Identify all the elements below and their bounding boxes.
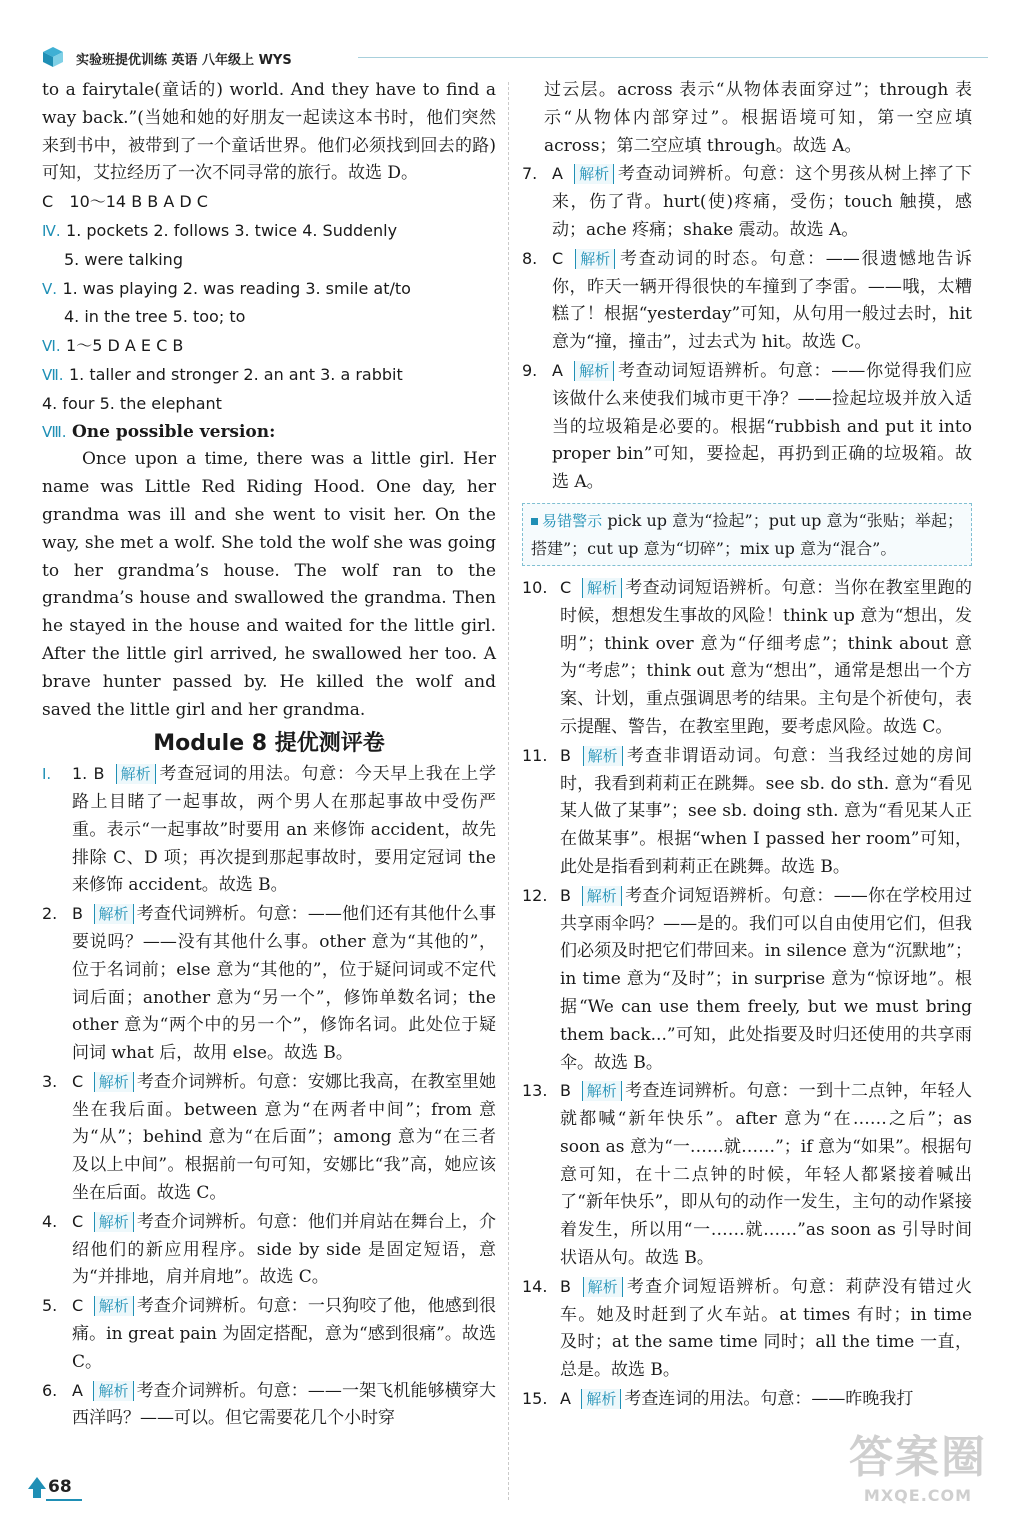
item-explanation: 考查介词辨析。句意：安娜比我高，在教室里她坐在我后面。between 意为“在两者中间”；from 意为“从”；behind 意为“在后面”；among 意为“在三者及以上中间”。根据前一句可知，安娜比“我”高，她应该坐在后面。故选 C。	[72, 1071, 496, 1204]
item-explanation: 考查连词辨析。句意：一到十二点钟，年轻人就都喊“新年快乐”。after 意为“在……之后”；as soon as 意为“一……就……”；if 意为“如果”。根据句意可知，在十二点钟的时候，年轻人都紧接着喊出了“新年快乐”，即从句的动作一发生，主句的动作紧接着发生，所以用“一……就……”as soon as 引导时间状语从句。故选 B。	[560, 1081, 972, 1269]
item-explanation: 考查代词辨析。句意：——他们还有其他什么事要说吗？——没有其他什么事。other 意为“其他的”，位于名词前；else 意为“其他的”，位于疑问词或不定代词后面；another 意为“另一个”，修饰单数名词；the other 意为“两个中的另一个”，修饰名词。此处位于疑问词 what 后，故用 else。故选 B。	[72, 904, 497, 1064]
item-number: 1.	[72, 764, 88, 784]
watermark	[838, 1430, 998, 1530]
answer-item	[42, 900, 496, 1068]
section-vii-answers-1: 1. taller and stronger 2. an ant 3. a rabbit	[68, 364, 403, 384]
analysis-tag: 解析	[93, 1381, 133, 1401]
item-number: 7.	[522, 164, 538, 184]
page-number	[28, 1475, 84, 1501]
item-answer: C	[552, 248, 564, 268]
answer-item	[42, 1377, 496, 1434]
module-title: Module 8 提优测评卷	[153, 731, 385, 757]
analysis-tag: 解析	[575, 249, 615, 269]
right-column	[522, 77, 972, 1414]
continued-explanation: to a fairytale(童话的) world. And they have to find a way back.”(当她和她的好朋友一起读这本书时，他们突然来到书中，被带到了一个童话世界。他们必须找到回去的路)可知，艾拉经历了一次不同寻常的旅行。故选 D。	[42, 80, 496, 184]
section-v-label: Ⅴ.	[42, 279, 58, 298]
answer-item	[522, 574, 972, 742]
answer-item	[42, 1068, 496, 1208]
section-i-label: Ⅰ.	[42, 765, 52, 784]
book-title: 实验班提优训练 英语 八年级上 WYS	[76, 53, 292, 68]
section-iv-label: Ⅳ.	[42, 221, 61, 240]
section-vii-answers-2: 4. four 5. the elephant	[42, 393, 222, 413]
answer-item	[522, 160, 972, 244]
section-vi-label: Ⅵ.	[42, 337, 61, 356]
answer-item	[522, 1077, 972, 1273]
answer-line-iv-2	[42, 246, 496, 275]
header-rule	[358, 57, 988, 58]
answer-line-vii	[42, 361, 496, 390]
continued-explanation: 过云层。across 表示“从物体表面穿过”；through 表示“从物体内部穿过”。根据语境可知，第一空应填 across；第二空应填 through。故选 A。	[544, 80, 972, 156]
warning-bullet-icon	[531, 518, 538, 525]
warning-title: 易错警示	[542, 511, 603, 530]
analysis-tag: 解析	[94, 1072, 134, 1092]
item-explanation: 考查动词的时态。句意：——很遗憾地告诉你，昨天一辆开得很快的车撞到了李雷。——哦，太糟糕了！根据“yesterday”可知，从句用一般过去时，hit 意为“撞，撞击”，过去式为 hit。故选 C。	[552, 248, 973, 353]
analysis-tag: 解析	[574, 361, 614, 381]
answer-line-iv	[42, 217, 496, 246]
warning-text: pick up 意为“捡起”；put up 意为“张贴；举起；搭建”；cut up 意为“切碎”；mix up 意为“混合”。	[531, 510, 963, 558]
item-explanation: 考查连词的用法。句意：——昨晚我打	[624, 1389, 914, 1410]
analysis-tag: 解析	[94, 1296, 134, 1316]
answer-line-vii-2	[42, 390, 496, 419]
page-number-text: 68	[48, 1477, 72, 1497]
item-answer: B	[72, 904, 83, 924]
item-number: 12.	[522, 885, 548, 905]
answer-item	[522, 1385, 972, 1414]
item-answer: C	[72, 1071, 84, 1091]
item-answer: C	[72, 1296, 84, 1316]
answer-item	[522, 742, 972, 882]
item-explanation: 考查动词短语辨析。句意：当你在教室里跑的时候，想想发生事故的风险！think up 意为“想出，发明”；think over 意为“仔细考虑”；think about 意为“考虑”；think out 意为“想出”，通常是想出一个方案、计划，重点强调思考的结果。主句是个祈使句，表示提醒、警告，在教室里跑，要考虑风险。故选 C。	[560, 577, 973, 737]
answer-item	[42, 1208, 496, 1292]
answer-item	[522, 1273, 972, 1385]
answer-line-v-2	[42, 303, 496, 332]
analysis-tag: 解析	[116, 764, 156, 784]
section-v-answers-2: 4. in the tree 5. too; to	[64, 307, 246, 327]
item-answer: A	[72, 1380, 83, 1400]
analysis-tag: 解析	[582, 1081, 622, 1101]
section-c-label: C	[42, 192, 54, 212]
watermark-logo-text: 答案圈	[849, 1432, 987, 1483]
answer-line-c	[42, 188, 496, 217]
section-c-answers: 10～14 B B A D C	[69, 192, 208, 212]
analysis-tag: 解析	[583, 1277, 623, 1297]
analysis-tag: 解析	[582, 578, 622, 598]
item-number: 2.	[42, 904, 58, 924]
sample-essay: Once upon a time, there was a little girl. Her name was Little Red Riding Hood. One day, her grandma was ill and she went to visit her. On the way, she met a wolf. She told the wolf she was going to her grandma’s house. The wolf ran to the grandma’s house and swallowed the grandma. Then he stayed in the house and waited for the little girl. After the little girl arrived, he swallowed her too. A brave hunter passed by. He killed the wolf and saved the little girl and her grandma.	[42, 449, 496, 720]
page-header	[28, 40, 994, 74]
item-answer: B	[560, 745, 571, 765]
item-explanation: 考查介词短语辨析。句意：莉萨没有错过火车。她及时赶到了火车站。at times 有时；in time 及时；at the same time 同时；all the time 一直，总是。故选 B。	[560, 1276, 973, 1381]
item-number: 14.	[522, 1276, 548, 1296]
item-answer: C	[560, 577, 572, 597]
item-number: 4.	[42, 1211, 58, 1231]
item-explanation: 考查非谓语动词。句意：当我经过她的房间时，我看到莉莉正在跳舞。see sb. do sth. 意为“看见某人做了某事”；see sb. doing sth. 意为“看见某人正在做某事”。根据“when I passed her room”可知，此处是指看到莉莉正在跳舞。故选 B。	[560, 745, 973, 877]
up-arrow-stem	[33, 1488, 41, 1498]
answer-item	[522, 245, 972, 357]
item-number: 13.	[522, 1081, 548, 1101]
item-answer: B	[560, 1276, 571, 1296]
section-vii-label: Ⅶ.	[42, 365, 64, 384]
item-number: 10.	[522, 577, 548, 597]
item-explanation: 考查动词辨析。句意：这个男孩从树上摔了下来，伤了背。hurt(使)疼痛，受伤；touch 触摸，感动；ache 疼痛；shake 震动。故选 A。	[552, 164, 973, 240]
section-vi-answers: 1～5 D A E C B	[66, 336, 184, 356]
item-answer: B	[93, 764, 105, 784]
item-number: 15.	[522, 1389, 548, 1409]
item-explanation: 考查介词辨析。句意：他们并肩站在舞台上，介绍他们的新应用程序。side by side 是固定短语，意为“并排地，肩并肩地”。故选 C。	[72, 1211, 496, 1288]
section-iv-answers-2: 5. were talking	[64, 249, 183, 269]
answer-line-v	[42, 275, 496, 304]
item-answer: B	[560, 885, 571, 905]
item-number: 5.	[42, 1296, 58, 1316]
analysis-tag: 解析	[94, 1212, 134, 1232]
analysis-tag: 解析	[94, 904, 134, 924]
item-number: 11.	[522, 745, 548, 765]
mistake-warning-box	[522, 503, 972, 566]
answer-line-vi	[42, 332, 496, 361]
cube-logo-icon	[42, 46, 64, 68]
answer-item	[522, 357, 972, 497]
section-viii-label: Ⅷ.	[42, 422, 67, 441]
item-answer: B	[560, 1081, 571, 1101]
item-explanation: 考查动词短语辨析。句意：——你觉得我们应该做什么来使我们城市更干净？——捡起垃圾并放入适当的垃圾箱是必要的。根据“rubbish and put it into proper bin”可知，要捡起，再扔到正确的垃圾箱。故选 A。	[552, 360, 972, 493]
item-explanation: 考查介词辨析。句意：——一架飞机能够横穿大西洋吗？——可以。但它需要花几个小时穿	[72, 1380, 496, 1429]
item-explanation: 考查冠词的用法。句意：今天早上我在上学路上目睹了一起事故，两个男人在那起事故中受伤严重。表示“一起事故”时要用 an 来修饰 accident，故先排除 C、D 项；再次提到那起事故时，要用定冠词 the 来修饰 accident。故选 B。	[72, 764, 497, 896]
item-number: 9.	[522, 360, 538, 380]
answer-item	[522, 882, 972, 1078]
page-number-underline	[46, 1499, 82, 1501]
item-answer: A	[560, 1389, 571, 1409]
item-number: 8.	[522, 248, 538, 268]
section-v-answers-1: 1. was playing 2. was reading 3. smile at/to	[62, 278, 411, 298]
analysis-tag: 解析	[574, 164, 614, 184]
column-divider	[508, 82, 509, 1500]
left-column	[42, 77, 496, 1433]
analysis-tag: 解析	[583, 746, 623, 766]
watermark-url: MXQE.COM	[863, 1486, 973, 1505]
item-number: 6.	[42, 1380, 58, 1400]
answer-item	[42, 760, 496, 900]
section-iv-answers-1: 1. pockets 2. follows 3. twice 4. Suddenly	[66, 220, 398, 240]
analysis-tag: 解析	[582, 886, 622, 906]
item-explanation: 考查介词短语辨析。句意：——你在学校用过共享雨伞吗？——是的。我们可以自由使用它们，但我们必须及时把它们带回来。in silence 意为“沉默地”；in time 意为“及时”；in surprise 意为“惊讶地”。根据“We can use them freely, but we must bring them back...”可知，此处指要及时归还使用的共享雨伞。故选 B。	[560, 885, 973, 1073]
item-number: 3.	[42, 1071, 58, 1091]
sample-heading: One possible version:	[71, 421, 276, 442]
answer-line-viii	[42, 419, 496, 447]
item-answer: A	[552, 360, 563, 380]
item-explanation: 考查介词辨析。句意：一只狗咬了他，他感到很痛。in great pain 为固定搭配，意为“感到很痛”。故选 C。	[72, 1296, 496, 1372]
analysis-tag: 解析	[581, 1389, 621, 1409]
item-answer: C	[72, 1211, 84, 1231]
item-answer: A	[552, 164, 563, 184]
answer-item	[42, 1292, 496, 1376]
